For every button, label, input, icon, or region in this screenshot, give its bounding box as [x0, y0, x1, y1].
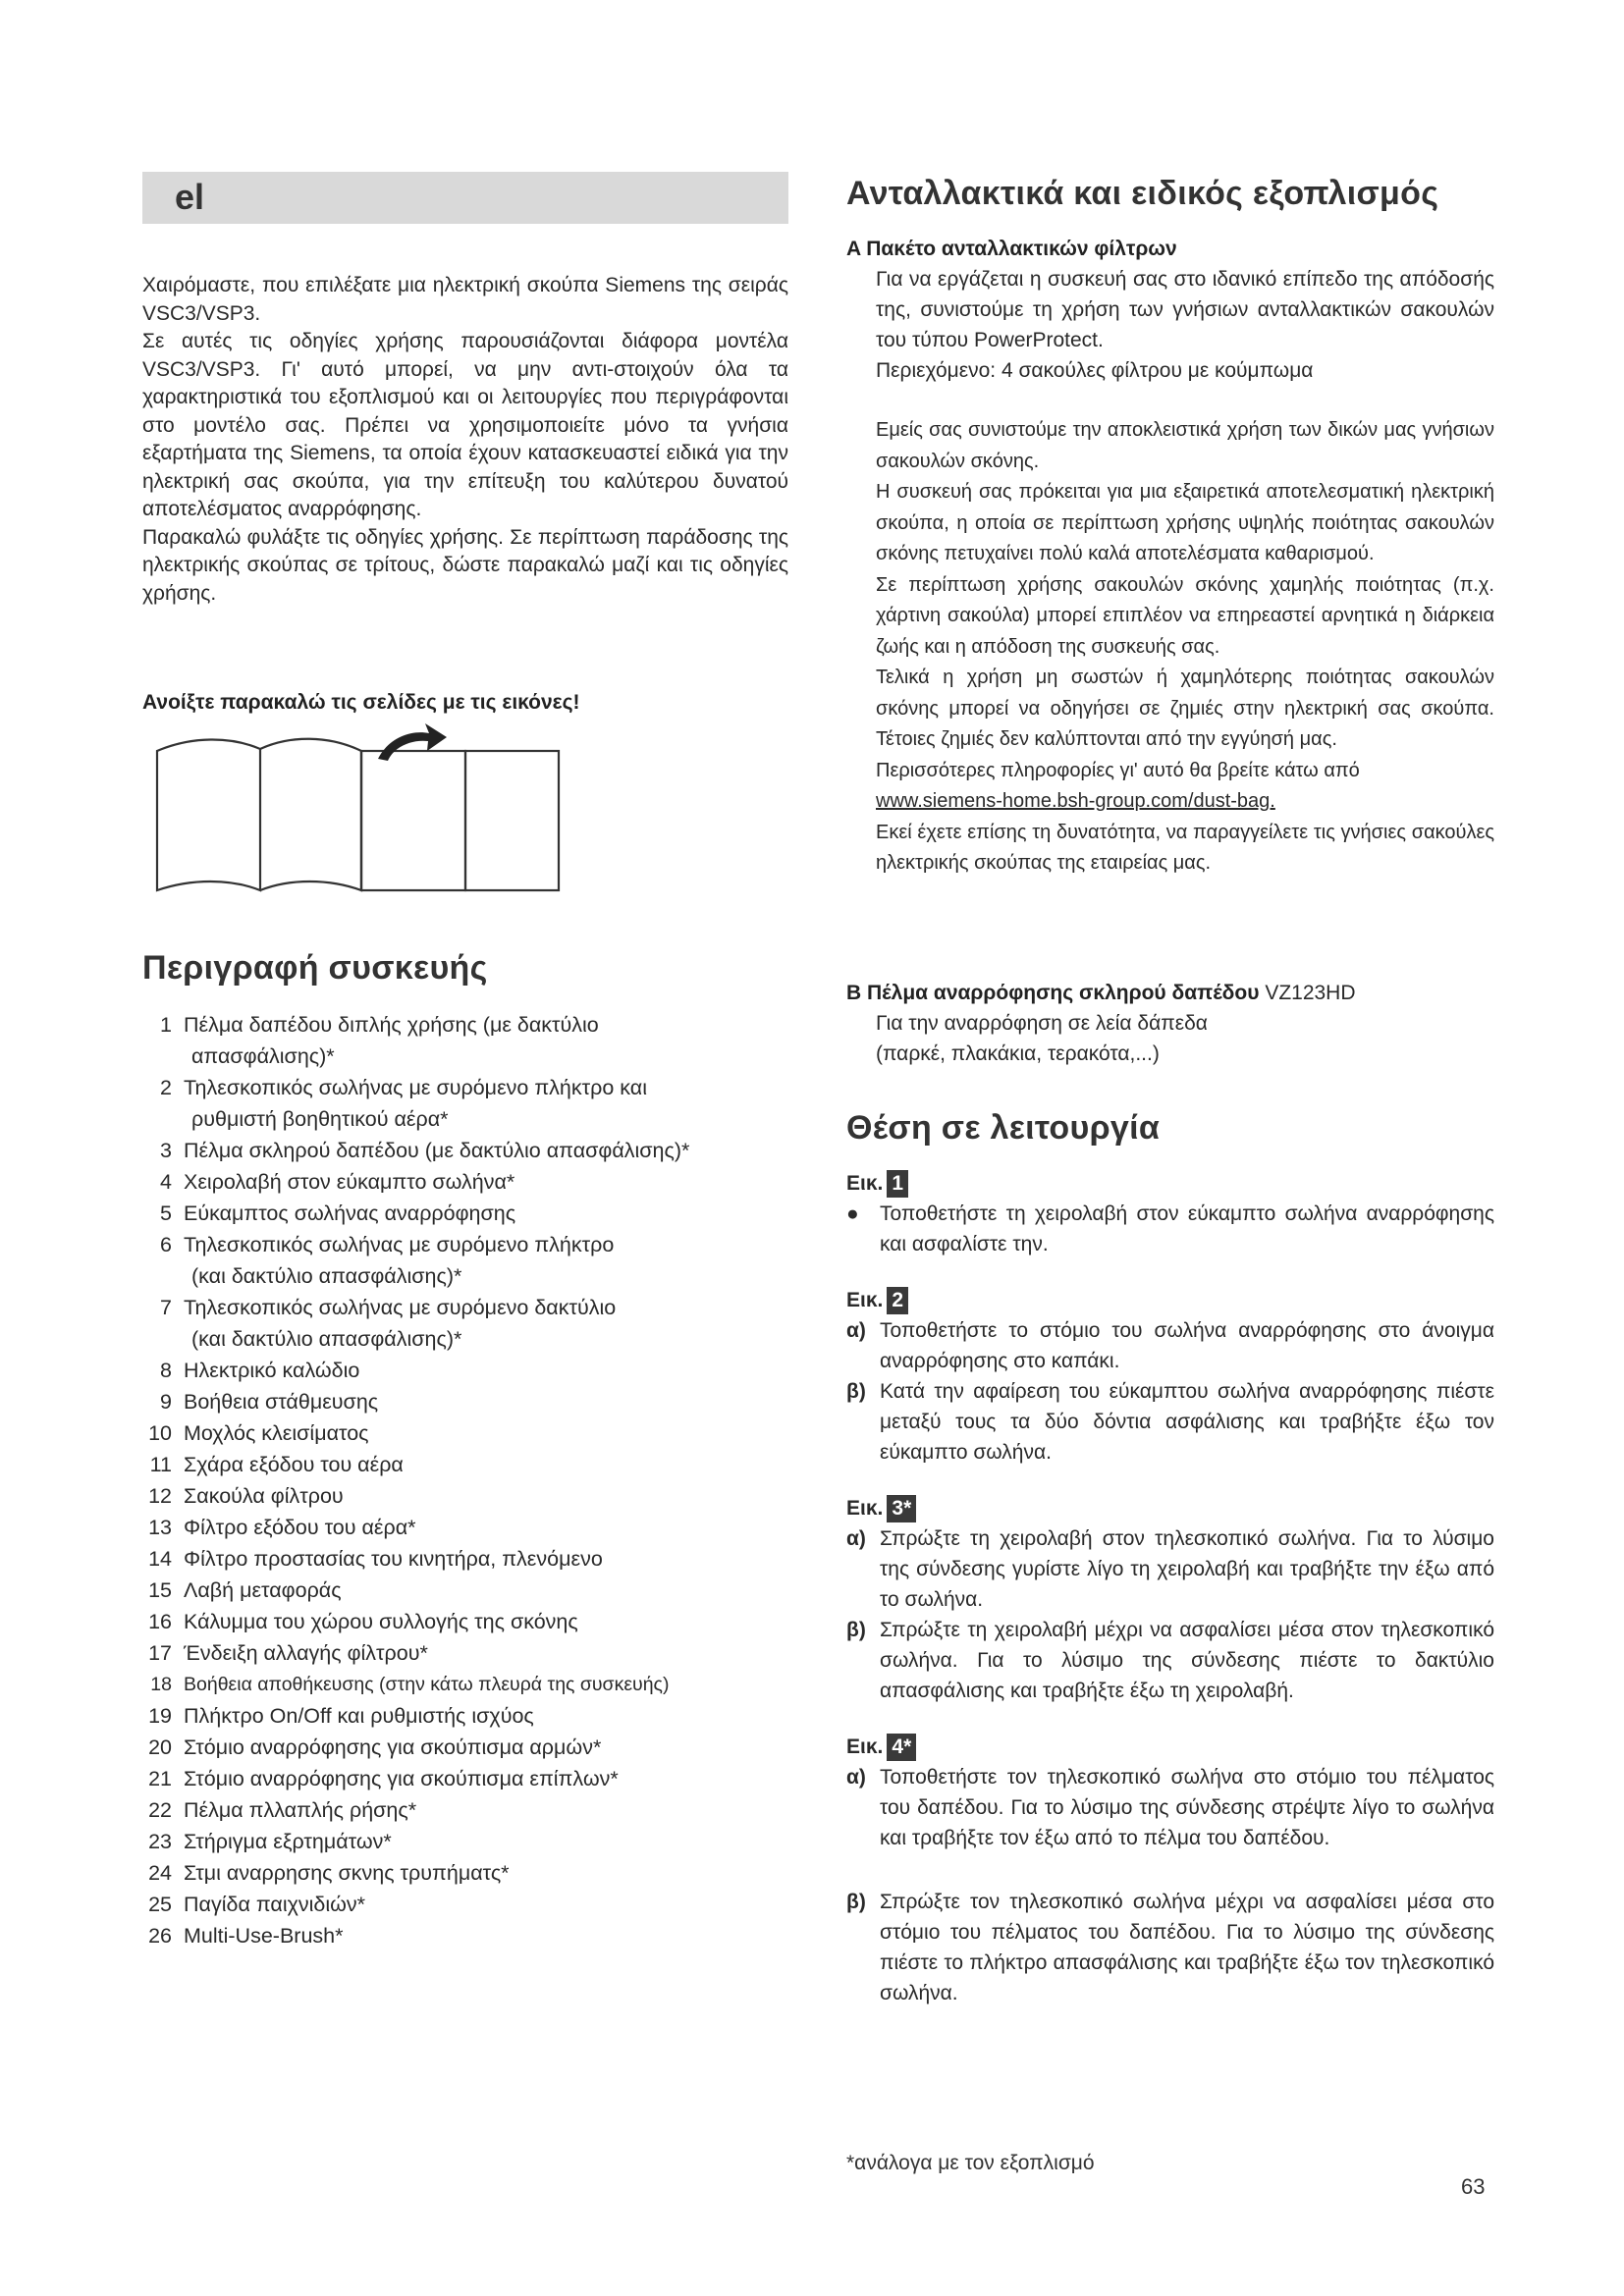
spares-title: Ανταλλακτικά και ειδικός εξοπλισμός	[846, 175, 1439, 212]
part-number: 21	[148, 1767, 172, 1790]
operation-section	[846, 1168, 1494, 2008]
part-number: 23	[148, 1830, 172, 1853]
list-item: 21 Στόμιο αναρρόφησης για σκούπισμα επίπλων*	[142, 1763, 790, 1794]
figure-2-step-b: β) Κατά την αφαίρεση του εύκαμπτου σωλήνα αναρρόφησης πιέστε μεταξύ τους τα δύο δόντια ασφάλισης και τραβήξτε έξω τον εύκαμπτο σωλήνα.	[846, 1380, 1494, 1464]
list-item: 3 Πέλμα σκληρού δαπέδου (με δακτύλιο απασφάλισης)*	[142, 1135, 790, 1166]
spares-section	[846, 234, 1494, 880]
list-item: 12 Σακούλα φίλτρου	[142, 1480, 790, 1512]
part-number: 9	[160, 1390, 172, 1414]
spares-a-text: Για να εργάζεται η συσκευή σας στο ιδανικό επίπεδο της απόδοσής της, συνιστούμε τη χρήση των γνήσιων ανταλλακτικών σακουλών του τύπου PowerProtect.	[876, 268, 1494, 351]
part-number: 5	[160, 1201, 172, 1225]
figure-label: Εικ.	[846, 1497, 884, 1520]
open-pages-note: Ανοίξτε παρακαλώ τις σελίδες με τις εικόνες!	[142, 691, 580, 714]
part-number: 10	[148, 1421, 172, 1445]
list-item: 25 Παγίδα παιχνιδιών*	[142, 1889, 790, 1920]
spares-a-heading: A Πακέτο ανταλλακτικών φίλτρων	[846, 238, 1177, 260]
spares-a-p4: Τελικά η χρήση μη σωστών ή χαμηλότερης ποιότητας σακουλών σκόνης μπορεί να οδηγήσει σε ζημιές στην ηλεκτρική σας σκούπα. Τέτοιες ζημιές δεν καλύπτονται από την εγγύησή μας.	[876, 667, 1494, 750]
figure-3	[846, 1493, 1494, 1523]
page-fold-2	[465, 751, 559, 890]
figure-number-badge: 1	[887, 1170, 908, 1198]
list-item: 2 Τηλεσκοπικός σωλήνας με συρόμενο πλήκτρο και ρυθμιστή βοηθητικού αέρα*	[142, 1072, 790, 1135]
intro-paragraph-2: Σε αυτές τις οδηγίες χρήσης παρουσιάζονται διάφορα μοντέλα VSC3/VSP3. Γι' αυτό μπορεί, να μην αντι-στοιχούν όλα τα χαρακτηριστικά του εξοπλισμού και οι λειτουργίες που περιγράφονται στο μοντέλο σας. Πρέπει να χρησιμοποιείτε μόνο τα γνήσια εξαρτήματα της Siemens, τα οποία έχουν κατασκευαστεί ειδικά για την ηλεκτρική σας σκούπα, για την επίτευξη του καλύτερου δυνατού αποτελέσματος αναρρόφησης.	[142, 330, 788, 520]
list-item: 1 Πέλμα δαπέδου διπλής χρήσης (με δακτύλιο απασφάλισης)*	[142, 1009, 790, 1072]
figure-number-badge: 2	[887, 1287, 908, 1314]
list-item: 4 Χειρολαβή στον εύκαμπτο σωλήνα*	[142, 1166, 790, 1198]
part-number: 12	[148, 1484, 172, 1508]
fold-out-pages-illustration	[152, 721, 565, 893]
figure-3-step-b: β) Σπρώξτε τη χειρολαβή μέχρι να ασφαλίσει μέσα στον τηλεσκοπικό σωλήνα. Για το λύσιμο της σύνδεσης πιέστε το δακτύλιο απασφάλισης και τραβήξτε έξω τη χειρολαβή.	[846, 1619, 1494, 1702]
part-number: 24	[148, 1861, 172, 1885]
figure-3-step-a: α) Σπρώξτε τη χειρολαβή στον τηλεσκοπικό σωλήνα. Για το λύσιμο της σύνδεσης γυρίστε λίγο τη χειρολαβή και τραβήξτε την έξω από το σωλήνα.	[846, 1527, 1494, 1611]
list-item: 10 Μοχλός κλεισίματος	[142, 1417, 790, 1449]
figure-4	[846, 1732, 1494, 1762]
part-number: 20	[148, 1735, 172, 1759]
list-item: 5 Εύκαμπτος σωλήνας αναρρόφησης	[142, 1198, 790, 1229]
operation-title: Θέση σε λειτουργία	[846, 1109, 1161, 1147]
spares-b-text-2: (παρκέ, πλακάκια, τερακότα,...)	[876, 1042, 1160, 1065]
figure-label: Εικ.	[846, 1289, 884, 1311]
spares-a-p3: Σε περίπτωση χρήσης σακουλών σκόνης χαμηλής ποιότητας (π.χ. χάρτινη σακούλα) μπορεί επιπλέον να επηρεαστεί αρνητικά η διάρκεια ζωής και η απόδοση της συσκευής σας.	[876, 573, 1494, 658]
list-item: 24 Στμι αναρρησης σκνης τρυπήματς*	[142, 1857, 790, 1889]
spares-b-heading: B Πέλμα αναρρόφησης σκληρού δαπέδου	[846, 982, 1260, 1004]
part-number: 18	[150, 1674, 172, 1695]
parts-list	[142, 1009, 790, 1951]
figure-label: Εικ.	[846, 1172, 884, 1195]
part-number: 22	[148, 1798, 172, 1822]
figure-label: Εικ.	[846, 1735, 884, 1758]
list-item: 20 Στόμιο αναρρόφησης για σκούπισμα αρμών*	[142, 1732, 790, 1763]
list-item: 13 Φίλτρο εξόδου του αέρα*	[142, 1512, 790, 1543]
spares-a-p6: Εκεί έχετε επίσης τη δυνατότητα, να παραγγείλετε τις γνήσιες σακούλες ηλεκτρικής σκούπας της εταιρείας μας.	[876, 821, 1494, 874]
spares-b-section	[846, 978, 1494, 1069]
part-number: 15	[148, 1578, 172, 1602]
intro-section	[142, 272, 788, 608]
part-number: 1	[160, 1013, 172, 1037]
unfold-arrow-icon	[378, 723, 447, 761]
list-item: 7 Τηλεσκοπικός σωλήνας με συρόμενο δακτύλιο (και δακτύλιο απασφάλισης)*	[142, 1292, 790, 1355]
part-number: 17	[148, 1641, 172, 1665]
dust-bag-link[interactable]: www.siemens-home.bsh-group.com/dust-bag.	[876, 790, 1275, 812]
list-item: 8 Ηλεκτρικό καλώδιο	[142, 1355, 790, 1386]
spares-b-text-1: Για την αναρρόφηση σε λεία δάπεδα	[876, 1012, 1208, 1035]
intro-paragraph-1: Χαιρόμαστε, που επιλέξατε μια ηλεκτρική σκούπα Siemens της σειράς VSC3/VSP3.	[142, 274, 788, 325]
list-item: 9 Βοήθεια στάθμευσης	[142, 1386, 790, 1417]
device-description-title: Περιγραφή συσκευής	[142, 949, 488, 987]
part-number: 16	[148, 1610, 172, 1633]
part-number: 8	[160, 1359, 172, 1382]
part-number: 2	[160, 1076, 172, 1099]
list-item: 6 Τηλεσκοπικός σωλήνας με συρόμενο πλήκτρο (και δακτύλιο απασφάλισης)*	[142, 1229, 790, 1292]
list-item: 23 Στήριγμα εξρτημάτων*	[142, 1826, 790, 1857]
part-number: 19	[148, 1704, 172, 1728]
spares-a-p1: Εμείς σας συνιστούμε την αποκλειστικά χρήση των δικών μας γνήσιων σακουλών σκόνης.	[876, 419, 1494, 472]
list-item: 17 Ένδειξη αλλαγής φίλτρου*	[142, 1637, 790, 1669]
spares-a-p5: Περισσότερες πληροφορίες γι' αυτό θα βρείτε κάτω από	[876, 759, 1360, 781]
spares-a-contents: Περιεχόμενο: 4 σακούλες φίλτρου με κούμπωμα	[876, 359, 1314, 382]
footnote: *ανάλογα με τον εξοπλισμό	[846, 2152, 1095, 2174]
figure-1-step: ● Τοποθετήστε τη χειρολαβή στον εύκαμπτο σωλήνα αναρρόφησης και ασφαλίστε την.	[846, 1202, 1494, 1255]
intro-paragraph-3: Παρακαλώ φυλάξτε τις οδηγίες χρήσης. Σε περίπτωση παράδοσης της ηλεκτρικής σκούπας σε τρίτους, δώστε παρακαλώ μαζί και τις οδηγίες χρήσης.	[142, 525, 788, 605]
page-left-inner	[260, 739, 361, 890]
figure-number-badge: 3*	[887, 1495, 916, 1522]
list-item: 11 Σχάρα εξόδου του αέρα	[142, 1449, 790, 1480]
page-left-outer	[157, 739, 260, 890]
figure-number-badge: 4*	[887, 1734, 916, 1761]
part-number: 25	[148, 1893, 172, 1916]
spares-b-model: VZ123HD	[1265, 982, 1356, 1004]
list-item: 22 Πέλμα πλλαπλής ρήσης*	[142, 1794, 790, 1826]
part-number: 6	[160, 1233, 172, 1256]
figure-4-step-b: β) Σπρώξτε τον τηλεσκοπικό σωλήνα μέχρι να ασφαλίσει μέσα στο στόμιο του πέλματος του δαπέδου. Για το λύσιμο της σύνδεσης πιέστε το πλήκτρο απασφάλισης και τραβήξτε έξω τον τηλεσκοπικό σωλήνα.	[846, 1891, 1494, 2004]
figure-1	[846, 1168, 1494, 1199]
part-number: 13	[148, 1516, 172, 1539]
page-number: 63	[1461, 2174, 1486, 2199]
list-item: 18 Βοήθεια αποθήκευσης (στην κάτω πλευρά της συσκευής)	[142, 1669, 790, 1700]
figure-2-step-a: α) Τοποθετήστε το στόμιο του σωλήνα αναρρόφησης στο άνοιγμα αναρρόφησης στο καπάκι.	[846, 1319, 1494, 1372]
list-item: 15 Λαβή μεταφοράς	[142, 1575, 790, 1606]
part-number: 7	[160, 1296, 172, 1319]
list-item: 19 Πλήκτρο On/Off και ρυθμιστής ισχύος	[142, 1700, 790, 1732]
list-item: 26 Multi-Use-Brush*	[142, 1920, 790, 1951]
part-number: 3	[160, 1139, 172, 1162]
spares-a-p2: Η συσκευή σας πρόκειται για μια εξαιρετικά αποτελεσματική ηλεκτρική σκούπα, η οποία σε περίπτωση χρήσης υψηλής ποιότητας σακουλών σκόνης πετυχαίνει πολύ καλά αποτελέσματα καθαρισμού.	[876, 481, 1494, 564]
list-item: 16 Κάλυμμα του χώρου συλλογής της σκόνης	[142, 1606, 790, 1637]
language-header-bar	[142, 172, 788, 224]
language-code: el	[175, 177, 205, 217]
part-number: 4	[160, 1170, 172, 1194]
part-number: 14	[148, 1547, 172, 1571]
part-number: 26	[148, 1924, 172, 1948]
figure-2	[846, 1285, 1494, 1315]
part-number: 11	[149, 1453, 172, 1476]
list-item: 14 Φίλτρο προστασίας του κινητήρα, πλενόμενο	[142, 1543, 790, 1575]
page-fold-1	[361, 751, 465, 890]
figure-4-step-a: α) Τοποθετήστε τον τηλεσκοπικό σωλήνα στο στόμιο του πέλματος του δαπέδου. Για το λύσιμο της σύνδεσης στρέψτε λίγο το σωλήνα και τραβήξτε τον έξω από το πέλμα του δαπέδου.	[846, 1766, 1494, 1849]
